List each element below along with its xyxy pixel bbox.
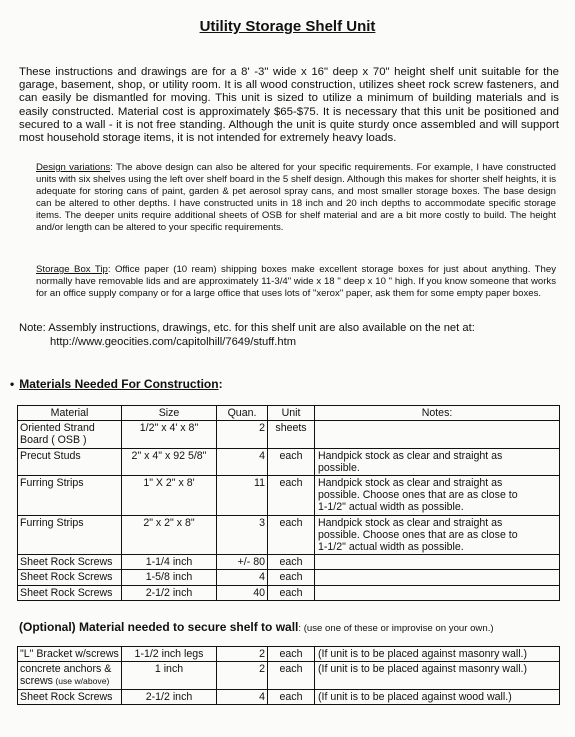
- cell-unit: each: [268, 662, 315, 689]
- cell-size: 1/2" x 4' x 8": [122, 421, 217, 448]
- note-url: http://www.geocities.com/capitolhill/7649/stuff.htm: [50, 335, 297, 348]
- cell-size: 2" x 4" x 92 5/8": [122, 448, 217, 475]
- table-row: [18, 555, 560, 570]
- cell-material: [18, 662, 122, 689]
- cell-notes: [315, 421, 560, 448]
- design-variations-label: Design variations: [36, 162, 111, 173]
- cell-material: Sheet Rock Screws: [18, 555, 122, 570]
- cell-unit: each: [268, 585, 315, 600]
- cell-notes: [315, 570, 560, 585]
- materials-heading-label: Materials Needed For Construction: [19, 377, 219, 391]
- note-line: 1-1/2" actual width as possible.: [318, 541, 464, 554]
- material-line: screws: [20, 675, 53, 688]
- cell-notes: [315, 555, 560, 570]
- cell-notes: (If unit is to be placed against masonry wall.): [315, 662, 560, 689]
- cell-quan: 4: [217, 570, 268, 585]
- intro-paragraph: These instructions and drawings are for a 8' -3" wide x 16" deep x 70" height shelf unit suitable for the garage, basement, shop, or utility room. It is all wood construction, utilizes sheet rock screw fasteners, and can easily be dismantled for moving. This unit is sized to utilize a minimum of building materials and is easily constructed. Material cost is approximately $65-$75. It is necessary that this unit be positioned and secured to a wall - it is not free standing. Although the unit is quite sturdy once assembled and will support most household storage items, it is not intended for extremely heavy loads.: [19, 66, 559, 145]
- secure-table: [17, 646, 560, 705]
- storage-box-tip-label: Storage Box Tip: [36, 264, 108, 275]
- materials-heading-suffix: :: [218, 377, 223, 391]
- materials-table: [17, 405, 560, 601]
- cell-material: Oriented Strand Board ( OSB ): [18, 421, 122, 448]
- cell-quan: 3: [217, 515, 268, 555]
- cell-quan: +/- 80: [217, 555, 268, 570]
- storage-box-tip-text: : Office paper (10 ream) shipping boxes make excellent storage boxes for just about anything. They normally have removable lids and are approximately 11-3/4" wide x 18 " deep x 10 " high. If you know someone that works for an office supply company or for a large office that uses lots of "xerox" paper, ask them for some empty paper boxes.: [36, 264, 556, 299]
- cell-size: 1-1/2 inch legs: [122, 647, 217, 662]
- cell-size: 1 inch: [122, 662, 217, 689]
- cell-quan: 4: [217, 689, 268, 704]
- note-line: possible. Choose ones that are as close to: [318, 528, 518, 541]
- note-paragraph: [19, 322, 559, 349]
- note-line: Handpick stock as clear and straight as: [318, 516, 503, 529]
- cell-unit: each: [268, 689, 315, 704]
- note-line: 1-1/2" actual width as possible.: [318, 501, 464, 514]
- cell-material: Sheet Rock Screws: [18, 570, 122, 585]
- cell-unit: each: [268, 555, 315, 570]
- cell-quan: 4: [217, 448, 268, 475]
- materials-header-row: [18, 406, 560, 421]
- secure-heading: [19, 620, 569, 634]
- cell-unit: sheets: [268, 421, 315, 448]
- table-row: [18, 585, 560, 600]
- cell-quan: 2: [217, 647, 268, 662]
- storage-box-tip-paragraph: [36, 264, 556, 300]
- cell-unit: each: [268, 570, 315, 585]
- header-quan: Quan.: [217, 406, 268, 421]
- cell-quan: 2: [217, 421, 268, 448]
- table-row: [18, 647, 560, 662]
- header-unit: Unit: [268, 406, 315, 421]
- cell-material: "L" Bracket w/screws: [18, 647, 122, 662]
- bullet-icon: •: [10, 377, 15, 391]
- header-size: Size: [122, 406, 217, 421]
- header-material: Material: [18, 406, 122, 421]
- cell-material: Furring Strips: [18, 515, 122, 555]
- cell-material: Precut Studs: [18, 448, 122, 475]
- cell-size: 1" X 2" x 8': [122, 476, 217, 516]
- cell-quan: 40: [217, 585, 268, 600]
- table-row: [18, 476, 560, 516]
- cell-size: 2" x 2" x 8": [122, 515, 217, 555]
- cell-size: 2-1/2 inch: [122, 689, 217, 704]
- materials-heading: [10, 377, 223, 391]
- note-line: possible. Choose ones that are as close to: [318, 489, 518, 502]
- cell-material: Furring Strips: [18, 476, 122, 516]
- cell-quan: 2: [217, 662, 268, 689]
- page-title: Utility Storage Shelf Unit: [199, 18, 376, 35]
- cell-size: 2-1/2 inch: [122, 585, 217, 600]
- cell-size: 1-5/8 inch: [122, 570, 217, 585]
- cell-notes: [315, 448, 560, 475]
- cell-notes: (If unit is to be placed against masonry wall.): [315, 647, 560, 662]
- note-line: possible.: [318, 461, 360, 474]
- secure-heading-label: (Optional) Material needed to secure shelf to wall: [19, 620, 299, 634]
- table-row: [18, 421, 560, 448]
- cell-unit: each: [268, 448, 315, 475]
- cell-quan: 11: [217, 476, 268, 516]
- table-row: [18, 448, 560, 475]
- cell-unit: each: [268, 515, 315, 555]
- cell-material: Sheet Rock Screws: [18, 689, 122, 704]
- material-hint: (use w/above): [52, 676, 110, 687]
- cell-unit: each: [268, 476, 315, 516]
- header-notes: Notes:: [315, 406, 560, 421]
- note-text: Note: Assembly instructions, drawings, etc. for this shelf unit are also available on the net at:: [19, 322, 475, 334]
- note-line: Handpick stock as clear and straight as: [318, 477, 503, 490]
- table-row: [18, 662, 560, 689]
- design-variations-text: : The above design can also be altered for your specific requirements. For example, I have constructed units with six shelves using the left over shelf board in the 5 shelf design. Although this makes for shorter shelf heights, it is adequate for storing cans of paint, garden & pet aerosol spray cans, and most smaller storage boxes. The base design can be altered to other depths. I have constructed units in 18 inch and 20 inch depths to accommodate specific storage items. The deeper units require additional sheets of OSB for shelf material and are a bit more costly to build. The height and/or length can be altered to your specific requirements.: [36, 162, 556, 233]
- table-row: [18, 515, 560, 555]
- cell-notes: [315, 585, 560, 600]
- cell-size: 1-1/4 inch: [122, 555, 217, 570]
- cell-notes: (If unit is to be placed against wood wall.): [315, 689, 560, 704]
- material-line: concrete anchors &: [20, 663, 112, 676]
- note-line: Handpick stock as clear and straight as: [318, 449, 503, 462]
- cell-notes: [315, 476, 560, 516]
- table-row: [18, 689, 560, 704]
- cell-notes: [315, 515, 560, 555]
- table-row: [18, 570, 560, 585]
- cell-material: Sheet Rock Screws: [18, 585, 122, 600]
- cell-unit: each: [268, 647, 315, 662]
- secure-heading-hint: : (use one of these or improvise on your own.): [298, 623, 494, 634]
- design-variations-paragraph: [36, 162, 556, 233]
